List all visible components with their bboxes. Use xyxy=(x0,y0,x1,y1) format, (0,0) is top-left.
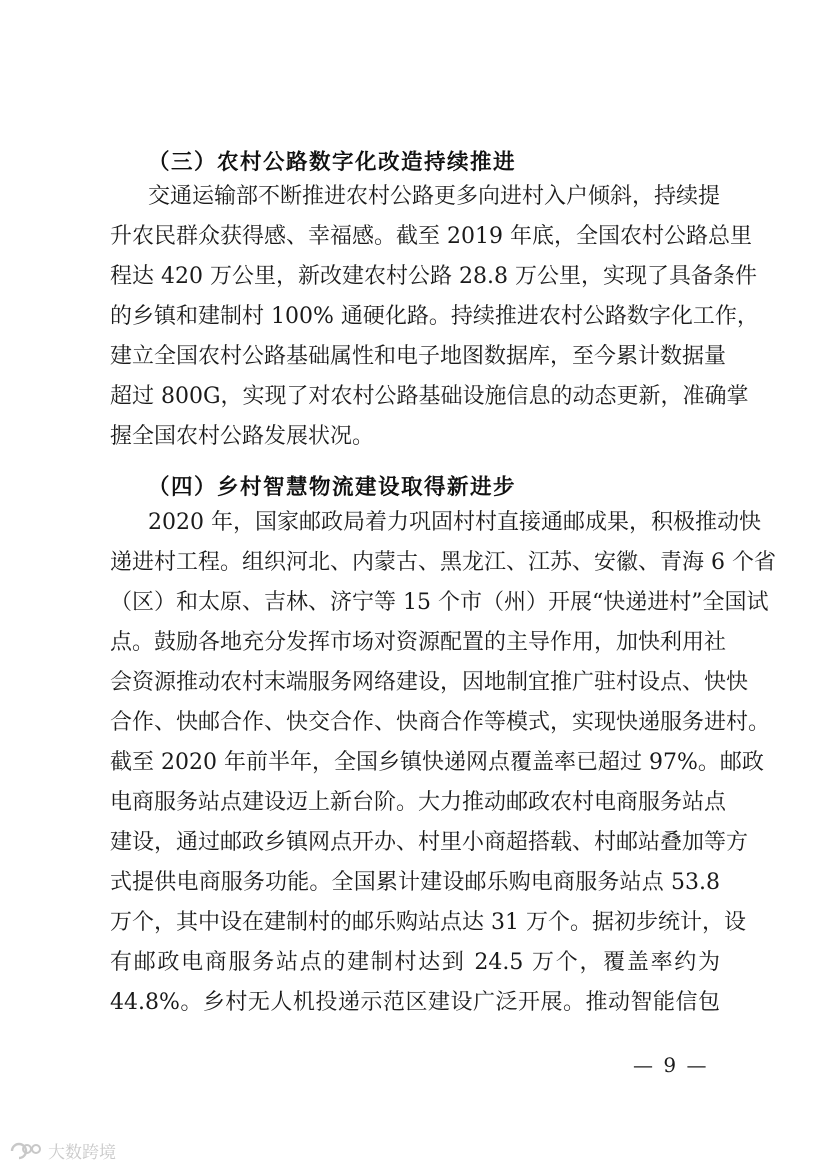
paragraph-line: 2020 年，国家邮政局着力巩固村村直接通邮成果，积极推动快 xyxy=(148,510,761,535)
paragraph-line: 的乡镇和建制村 100% 通硬化路。持续推进农村公路数字化工作， xyxy=(110,304,759,329)
paragraph-line: 截至 2020 年前半年，全国乡镇快递网点覆盖率已超过 97%。邮政 xyxy=(110,750,764,775)
paragraph-line: 递进村工程。组织河北、内蒙古、黑龙江、江苏、安徽、青海 6 个省 xyxy=(110,550,776,575)
paragraph-line: 程达 420 万公里，新改建农村公路 28.8 万公里，实现了具备条件 xyxy=(110,264,757,289)
paragraph-line: 电商服务站点建设迈上新台阶。大力推动邮政农村电商服务站点 xyxy=(110,790,727,815)
paragraph-line: （区）和太原、吉林、济宁等 15 个市（州）开展“快递进村”全国试 xyxy=(110,590,769,615)
paragraph-line: 点。鼓励各地充分发挥市场对资源配置的主导作用，加快利用社 xyxy=(110,630,727,655)
paragraph-line: 握全国农村公路发展状况。 xyxy=(110,424,375,449)
watermark-text: 大数跨境 xyxy=(48,1143,116,1163)
paragraph-line: 会资源推动农村末端服务网络建设，因地制宜推广驻村设点、快快 xyxy=(110,670,749,695)
paragraph-line: 升农民群众获得感、幸福感。截至 2019 年底，全国农村公路总里 xyxy=(110,224,752,249)
paragraph-line: 建立全国农村公路基础属性和电子地图数据库，至今累计数据量 xyxy=(110,344,727,369)
section-heading-4: （四）乡村智慧物流建设取得新进步 xyxy=(148,475,517,500)
watermark xyxy=(8,1138,116,1163)
paragraph-line: 交通运输部不断推进农村公路更多向进村入户倾斜，持续提 xyxy=(148,184,721,209)
paragraph-line: 超过 800G，实现了对农村公路基础设施信息的动态更新，准确掌 xyxy=(110,384,749,409)
section-heading-3: （三）农村公路数字化改造持续推进 xyxy=(148,150,517,175)
paragraph-line: 式提供电商服务功能。全国累计建设邮乐购电商服务站点 53.8 xyxy=(110,870,720,895)
paragraph-line: 建设，通过邮政乡镇网点开办、村里小商超搭载、村邮站叠加等方 xyxy=(110,830,749,855)
brand-logo-icon xyxy=(8,1140,42,1162)
paragraph-line: 有邮政电商服务站点的建制村达到 24.5 万个，覆盖率约为 xyxy=(110,950,720,975)
paragraph-line: 合作、快邮合作、快交合作、快商合作等模式，实现快递服务进村。 xyxy=(110,710,771,735)
page-number: — 9 — xyxy=(633,1053,709,1077)
paragraph-line: 44.8%。乡村无人机投递示范区建设广泛开展。推动智能信包 xyxy=(110,990,720,1015)
paragraph-line: 万个，其中设在建制村的邮乐购站点达 31 万个。据初步统计，设 xyxy=(110,910,746,935)
